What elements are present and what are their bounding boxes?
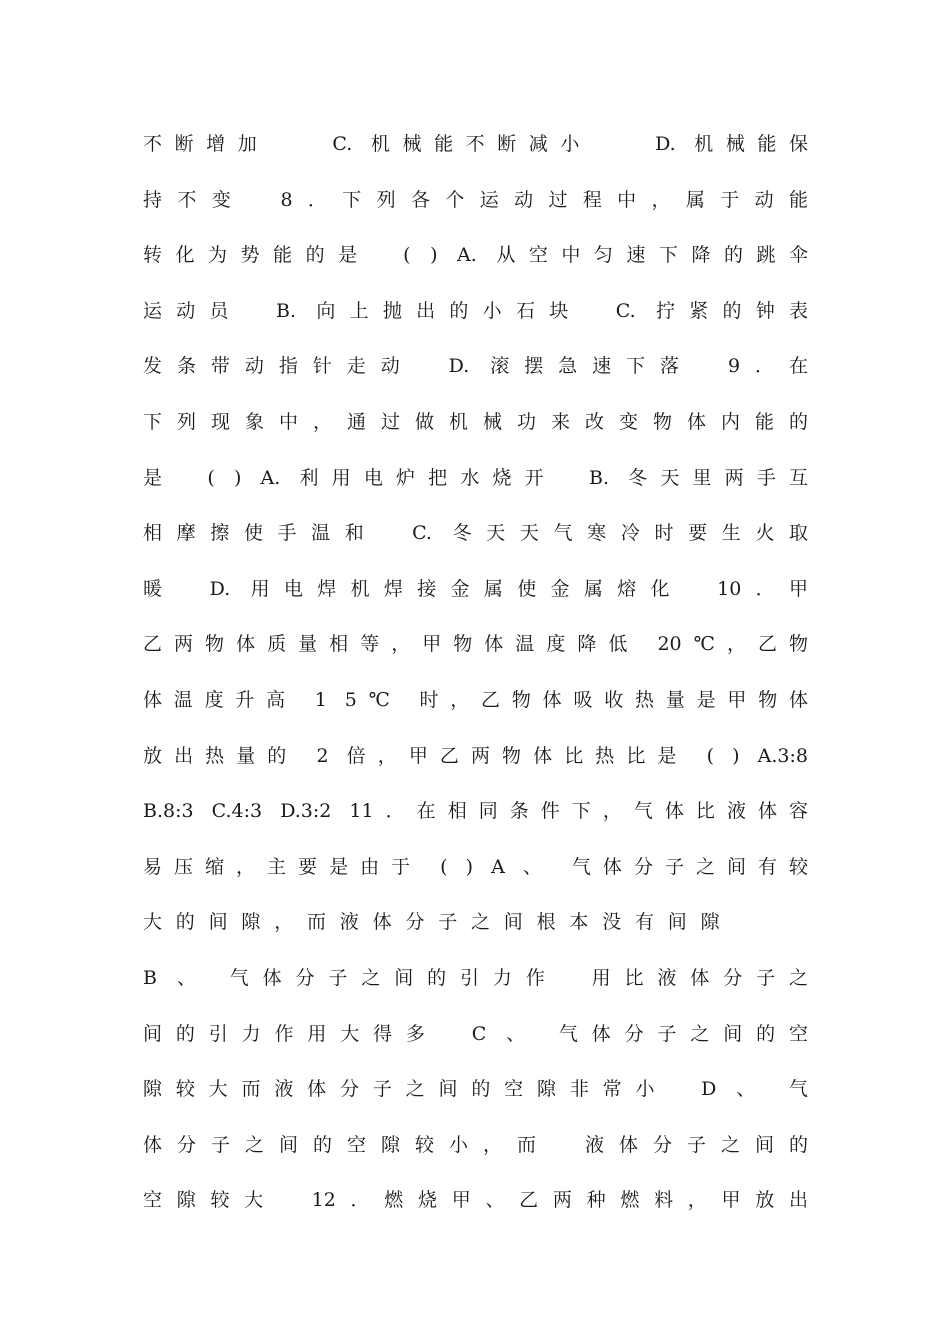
text-line: 转化为势能的是 ( ) A. 从空中匀速下降的跳伞 — [143, 244, 808, 267]
text-line: 放出热量的 2 倍，甲乙两物体比热比是 ( ) A.3:8 — [143, 744, 808, 767]
text-line: 相摩擦使手温和 C. 冬天天气寒冷时要生火取 — [143, 522, 808, 545]
text-line: B.8:3 C.4:3 D.3:2 11．在相同条件下，气体比液体容 — [143, 800, 808, 823]
text-line: 间的引力作用大得多 C 、 气体分子之间的空 — [143, 1022, 808, 1045]
text-line: 易压缩，主要是由于 ( ) A 、 气体分子之间有较 — [143, 855, 808, 878]
text-line: 下列现象中，通过做机械功来改变物体内能的 — [143, 410, 808, 433]
text-line: 体温度升高 1 5℃ 时，乙物体吸收热量是甲物体 — [143, 688, 808, 711]
text-line: 大的间隙，而液体分子之间根本没有间隙 — [143, 911, 734, 934]
text-line: 乙两物体质量相等，甲物体温度降低 20℃，乙物 — [143, 633, 808, 656]
text-line: 暖 D. 用电焊机焊接金属使金属熔化 10．甲 — [143, 577, 808, 600]
text-line: 体分子之间的空隙较小，而 液体分子之间的 — [143, 1133, 808, 1156]
text-line: 发条带动指针走动 D. 滚摆急速下落 9．在 — [143, 355, 808, 378]
text-line: 运动员 B. 向上抛出的小石块 C. 拧紧的钟表 — [143, 299, 808, 322]
text-line: 是 ( ) A. 利用电炉把水烧开 B. 冬天里两手互 — [143, 466, 808, 489]
text-line: 空隙较大 12．燃烧甲、乙两种燃料，甲放出 — [143, 1189, 808, 1212]
text-line: 不断增加 C. 机械能不断减小 D. 机械能保 — [143, 133, 808, 155]
text-line: B 、 气体分子之间的引力作 用比液体分子之 — [143, 966, 808, 989]
document-body — [143, 122, 808, 1234]
text-line: 持不变 8．下列各个运动过程中，属于动能 — [143, 188, 808, 211]
text-line: 隙较大而液体分子之间的空隙非常小 D 、 气 — [143, 1078, 808, 1101]
